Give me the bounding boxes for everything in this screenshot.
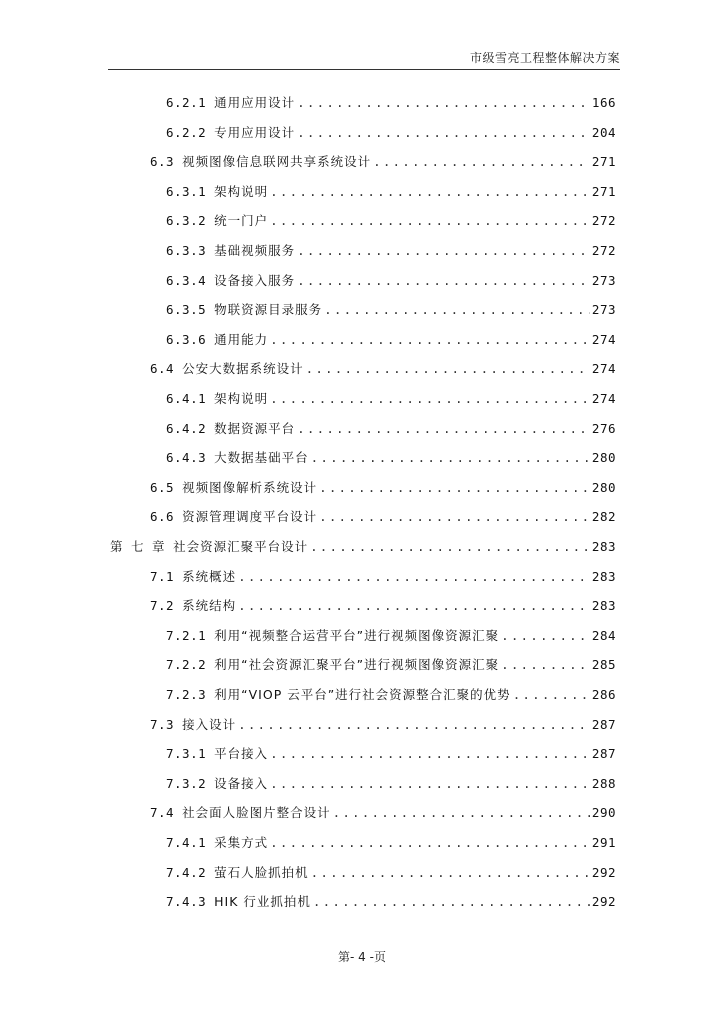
- toc-entry-title: 统一门户: [214, 213, 269, 229]
- toc-entry-number: 6.4.2: [166, 420, 207, 436]
- toc-entry-page: 292: [591, 894, 616, 910]
- toc-entry-title: 设备接入服务: [214, 272, 296, 288]
- toc-dot-leader: [306, 361, 590, 377]
- toc-entry-title: 大数据基础平台: [214, 450, 309, 466]
- toc-entry-number: 6.3.2: [166, 213, 207, 229]
- toc-entry-title: 利用“社会资源汇聚平台”进行视频图像资源汇聚: [214, 657, 500, 673]
- toc-entry-number: 7.3.2: [166, 775, 207, 791]
- toc-entry-number: 7.4: [150, 805, 175, 821]
- toc-entry[interactable]: [150, 480, 616, 496]
- toc-entry[interactable]: [166, 894, 616, 910]
- toc-entry[interactable]: [166, 628, 616, 644]
- toc-entry-page: 274: [591, 361, 616, 377]
- toc-dot-leader: [270, 213, 590, 229]
- toc-entry-page: 272: [591, 213, 616, 229]
- toc-entry-number: 7.3.1: [166, 746, 207, 762]
- toc-entry-page: 276: [591, 420, 616, 436]
- toc-dot-leader: [270, 391, 590, 407]
- toc-entry-page: 291: [591, 835, 616, 850]
- toc-entry[interactable]: [166, 391, 616, 407]
- toc-entry[interactable]: [150, 805, 616, 821]
- toc-entry[interactable]: [166, 95, 616, 111]
- toc-dot-leader: [270, 746, 590, 762]
- toc-entry[interactable]: [166, 302, 616, 318]
- toc-dot-leader: [238, 569, 590, 585]
- toc-entry-page: 283: [591, 598, 616, 614]
- toc-entry[interactable]: [150, 509, 616, 525]
- toc-entry[interactable]: [166, 243, 616, 259]
- toc-entry-title: 通用能力: [214, 331, 269, 347]
- toc-entry-number: 第 七 章: [110, 539, 166, 554]
- toc-dot-leader: [373, 154, 590, 170]
- toc-entry-title: 架构说明: [214, 183, 269, 199]
- toc-entry-number: 7.2: [150, 598, 175, 614]
- toc-entry[interactable]: [166, 450, 616, 466]
- toc-dot-leader: [297, 95, 590, 111]
- toc-dot-leader: [311, 865, 590, 881]
- toc-entry[interactable]: [166, 184, 616, 200]
- toc-entry-number: 6.5: [150, 479, 175, 495]
- toc-entry-number: 6.4: [150, 361, 175, 377]
- toc-dot-leader: [333, 805, 590, 821]
- toc-entry-title: 数据资源平台: [214, 420, 296, 436]
- toc-entry-title: 利用“VIOP 云平台”进行社会资源整合汇聚的优势: [214, 687, 511, 702]
- toc-entry[interactable]: [166, 125, 616, 141]
- toc-entry-page: 283: [591, 539, 616, 554]
- toc-entry-number: 6.3.1: [166, 183, 207, 199]
- toc-entry-title: 设备接入: [214, 775, 269, 791]
- toc-entry-title: 社会资源汇聚平台设计: [173, 539, 309, 554]
- toc-entry-title: 资源管理调度平台设计: [182, 509, 318, 525]
- toc-entry-number: 6.4.1: [166, 391, 207, 406]
- toc-entry-number: 7.2.2: [166, 657, 207, 673]
- toc-entry-page: 273: [591, 272, 616, 288]
- toc-entry[interactable]: [166, 421, 616, 437]
- running-header-title: 市级雪亮工程整体解决方案: [469, 51, 620, 65]
- toc-entry-page: 292: [591, 864, 616, 880]
- toc-dot-leader: [313, 894, 590, 910]
- toc-entry-number: 6.4.3: [166, 450, 207, 466]
- toc-entry-title: 接入设计: [182, 716, 237, 732]
- toc-entry-title: 架构说明: [214, 391, 269, 406]
- toc-entry-page: 283: [591, 568, 616, 584]
- toc-entry-page: 284: [591, 627, 616, 643]
- toc-dot-leader: [297, 273, 590, 289]
- toc-entry-page: 282: [591, 509, 616, 525]
- toc-entry-title: 视频图像解析系统设计: [182, 479, 318, 495]
- toc-entry-number: 7.3: [150, 716, 175, 732]
- toc-entry-title: 系统结构: [182, 598, 237, 614]
- toc-entry[interactable]: [150, 361, 616, 377]
- page-number: 第- 4 -页: [338, 950, 386, 964]
- toc-entry[interactable]: [166, 865, 616, 881]
- toc-entry-title: 物联资源目录服务: [214, 302, 323, 318]
- toc-entry-page: 274: [591, 391, 616, 406]
- toc-entry-title: HIK 行业抓拍机: [214, 894, 311, 910]
- toc-entry-page: 273: [591, 302, 616, 318]
- toc-entry[interactable]: [166, 835, 616, 851]
- toc-entry[interactable]: [166, 273, 616, 289]
- toc-entry[interactable]: [150, 717, 616, 733]
- toc-entry-title: 采集方式: [214, 835, 269, 850]
- toc-entry-number: 7.4.3: [166, 894, 207, 910]
- toc-entry-title: 平台接入: [214, 746, 269, 762]
- toc-entry-page: 271: [591, 154, 616, 170]
- toc-entry-number: 7.1: [150, 568, 175, 584]
- toc-dot-leader: [324, 302, 590, 318]
- toc-entry[interactable]: [166, 776, 616, 792]
- toc-entry-title: 系统概述: [182, 568, 237, 584]
- toc-entry[interactable]: [110, 539, 616, 555]
- toc-entry[interactable]: [166, 213, 616, 229]
- toc-dot-leader: [270, 835, 590, 851]
- toc-entry-title: 利用“视频整合运营平台”进行视频图像资源汇聚: [214, 627, 500, 643]
- toc-dot-leader: [501, 657, 590, 673]
- toc-entry-page: 290: [591, 805, 616, 821]
- toc-entry-page: 280: [591, 450, 616, 466]
- toc-dot-leader: [270, 776, 590, 792]
- toc-entry-title: 社会面人脸图片整合设计: [182, 805, 331, 821]
- toc-entry-number: 6.3: [150, 154, 175, 170]
- toc-dot-leader: [513, 687, 590, 703]
- toc-entry-number: 6.3.6: [166, 331, 207, 347]
- toc-entry-page: 280: [591, 479, 616, 495]
- toc-entry-number: 6.3.3: [166, 243, 207, 258]
- toc-entry-title: 萤石人脸抓拍机: [214, 864, 309, 880]
- toc-entry-page: 288: [591, 775, 616, 791]
- toc-dot-leader: [297, 421, 590, 437]
- toc-entry[interactable]: [166, 332, 616, 348]
- toc-dot-leader: [319, 480, 590, 496]
- toc-entry-title: 视频图像信息联网共享系统设计: [182, 154, 372, 170]
- toc-entry-page: 166: [591, 95, 616, 110]
- toc-dot-leader: [310, 539, 590, 555]
- toc-dot-leader: [270, 332, 590, 348]
- toc-entry-number: 6.6: [150, 509, 175, 525]
- toc-entry[interactable]: [166, 746, 616, 762]
- toc-entry-number: 6.2.1: [166, 95, 207, 110]
- toc-entry-page: 272: [591, 243, 616, 258]
- toc-entry-title: 基础视频服务: [214, 243, 296, 258]
- toc-dot-leader: [311, 450, 590, 466]
- toc-entry-number: 6.3.4: [166, 272, 207, 288]
- toc-entry-number: 6.2.2: [166, 124, 207, 140]
- toc-entry-number: 7.4.2: [166, 864, 207, 880]
- toc-entry-page: 285: [591, 657, 616, 673]
- toc-dot-leader: [238, 598, 590, 614]
- toc-entry-number: 7.2.3: [166, 687, 207, 702]
- toc-entry[interactable]: [150, 154, 616, 170]
- toc-dot-leader: [297, 243, 590, 259]
- toc-entry-number: 6.3.5: [166, 302, 207, 318]
- toc-entry-number: 7.4.1: [166, 835, 207, 850]
- toc-dot-leader: [270, 184, 590, 200]
- toc-dot-leader: [319, 509, 590, 525]
- toc-entry-title: 专用应用设计: [214, 124, 296, 140]
- toc-entry-page: 286: [591, 687, 616, 702]
- toc-entry-page: 204: [591, 124, 616, 140]
- toc-entry[interactable]: [166, 657, 616, 673]
- toc-dot-leader: [238, 717, 590, 733]
- toc-entry[interactable]: [150, 598, 616, 614]
- toc-dot-leader: [297, 125, 590, 141]
- toc-entry-number: 7.2.1: [166, 627, 207, 643]
- toc-entry-title: 公安大数据系统设计: [182, 361, 304, 377]
- toc-dot-leader: [501, 628, 590, 644]
- toc-entry-page: 271: [591, 183, 616, 199]
- toc-entry[interactable]: [166, 687, 616, 703]
- toc-entry-page: 274: [591, 331, 616, 347]
- toc-entry[interactable]: [150, 569, 616, 585]
- toc-entry-title: 通用应用设计: [214, 95, 296, 110]
- toc-entry-page: 287: [591, 746, 616, 762]
- toc-entry-page: 287: [591, 716, 616, 732]
